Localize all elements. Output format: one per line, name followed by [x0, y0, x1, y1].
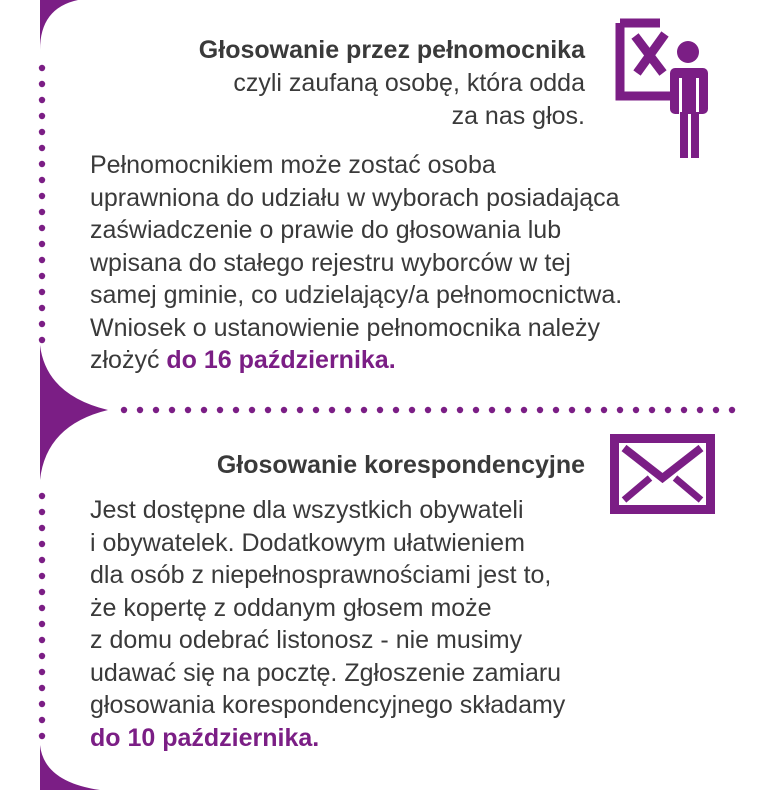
postal-body-line: głosowania korespondencyjnego składamy	[90, 691, 566, 719]
left-dotted-line-bottom	[39, 493, 45, 739]
proxy-voting-body	[90, 149, 622, 377]
postal-body-line: Jest dostępne dla wszystkich obywateli	[90, 496, 524, 524]
postal-body-line: i obywatelek. Dodatkowym ułatwieniem	[90, 528, 525, 557]
proxy-deadline-line	[90, 344, 622, 377]
proxy-body-line: samej gminie, co udzielający/a pełnomocnictwa.	[90, 281, 623, 309]
proxy-body-line: zaświadczenie o prawie do głosowania lub	[90, 216, 562, 244]
top-bracket	[40, 0, 78, 50]
postal-deadline: do 10 października.	[90, 723, 320, 752]
ballot-proxy-person-icon	[615, 18, 720, 163]
proxy-body-line: uprawniona do udziału w wyborach posiadająca	[90, 183, 620, 212]
proxy-voting-subtitle	[233, 67, 585, 133]
proxy-subtitle-line: za nas głos.	[451, 102, 585, 130]
proxy-body-line: wpisana do stałego rejestru wyborców w tej	[90, 248, 571, 277]
proxy-body-line: Pełnomocnikiem może zostać osoba	[90, 151, 496, 179]
proxy-deadline-prefix: złożyć	[90, 346, 167, 374]
proxy-deadline: do 16 października.	[166, 346, 396, 374]
postal-voting-title: Głosowanie korespondencyjne	[216, 451, 585, 479]
proxy-body-line: Wniosek o ustanowienie pełnomocnika należy	[90, 313, 601, 342]
proxy-subtitle-line: czyli zaufaną osobę, która odda	[233, 69, 585, 97]
envelope-icon	[610, 434, 715, 514]
postal-body-line: z domu odebrać listonosz - nie musimy	[90, 626, 523, 654]
postal-body-line: dla osób z niepełnosprawnościami jest to,	[90, 561, 552, 589]
left-dotted-line-top	[39, 65, 45, 343]
postal-body-line: udawać się na pocztę. Zgłoszenie zamiaru	[90, 658, 562, 687]
separator-dotted-line	[121, 407, 735, 413]
proxy-voting-title: Głosowanie przez pełnomocnika	[198, 36, 585, 64]
postal-body-line: że kopertę z oddanym głosem może	[90, 593, 492, 622]
postal-voting-body	[90, 494, 565, 754]
